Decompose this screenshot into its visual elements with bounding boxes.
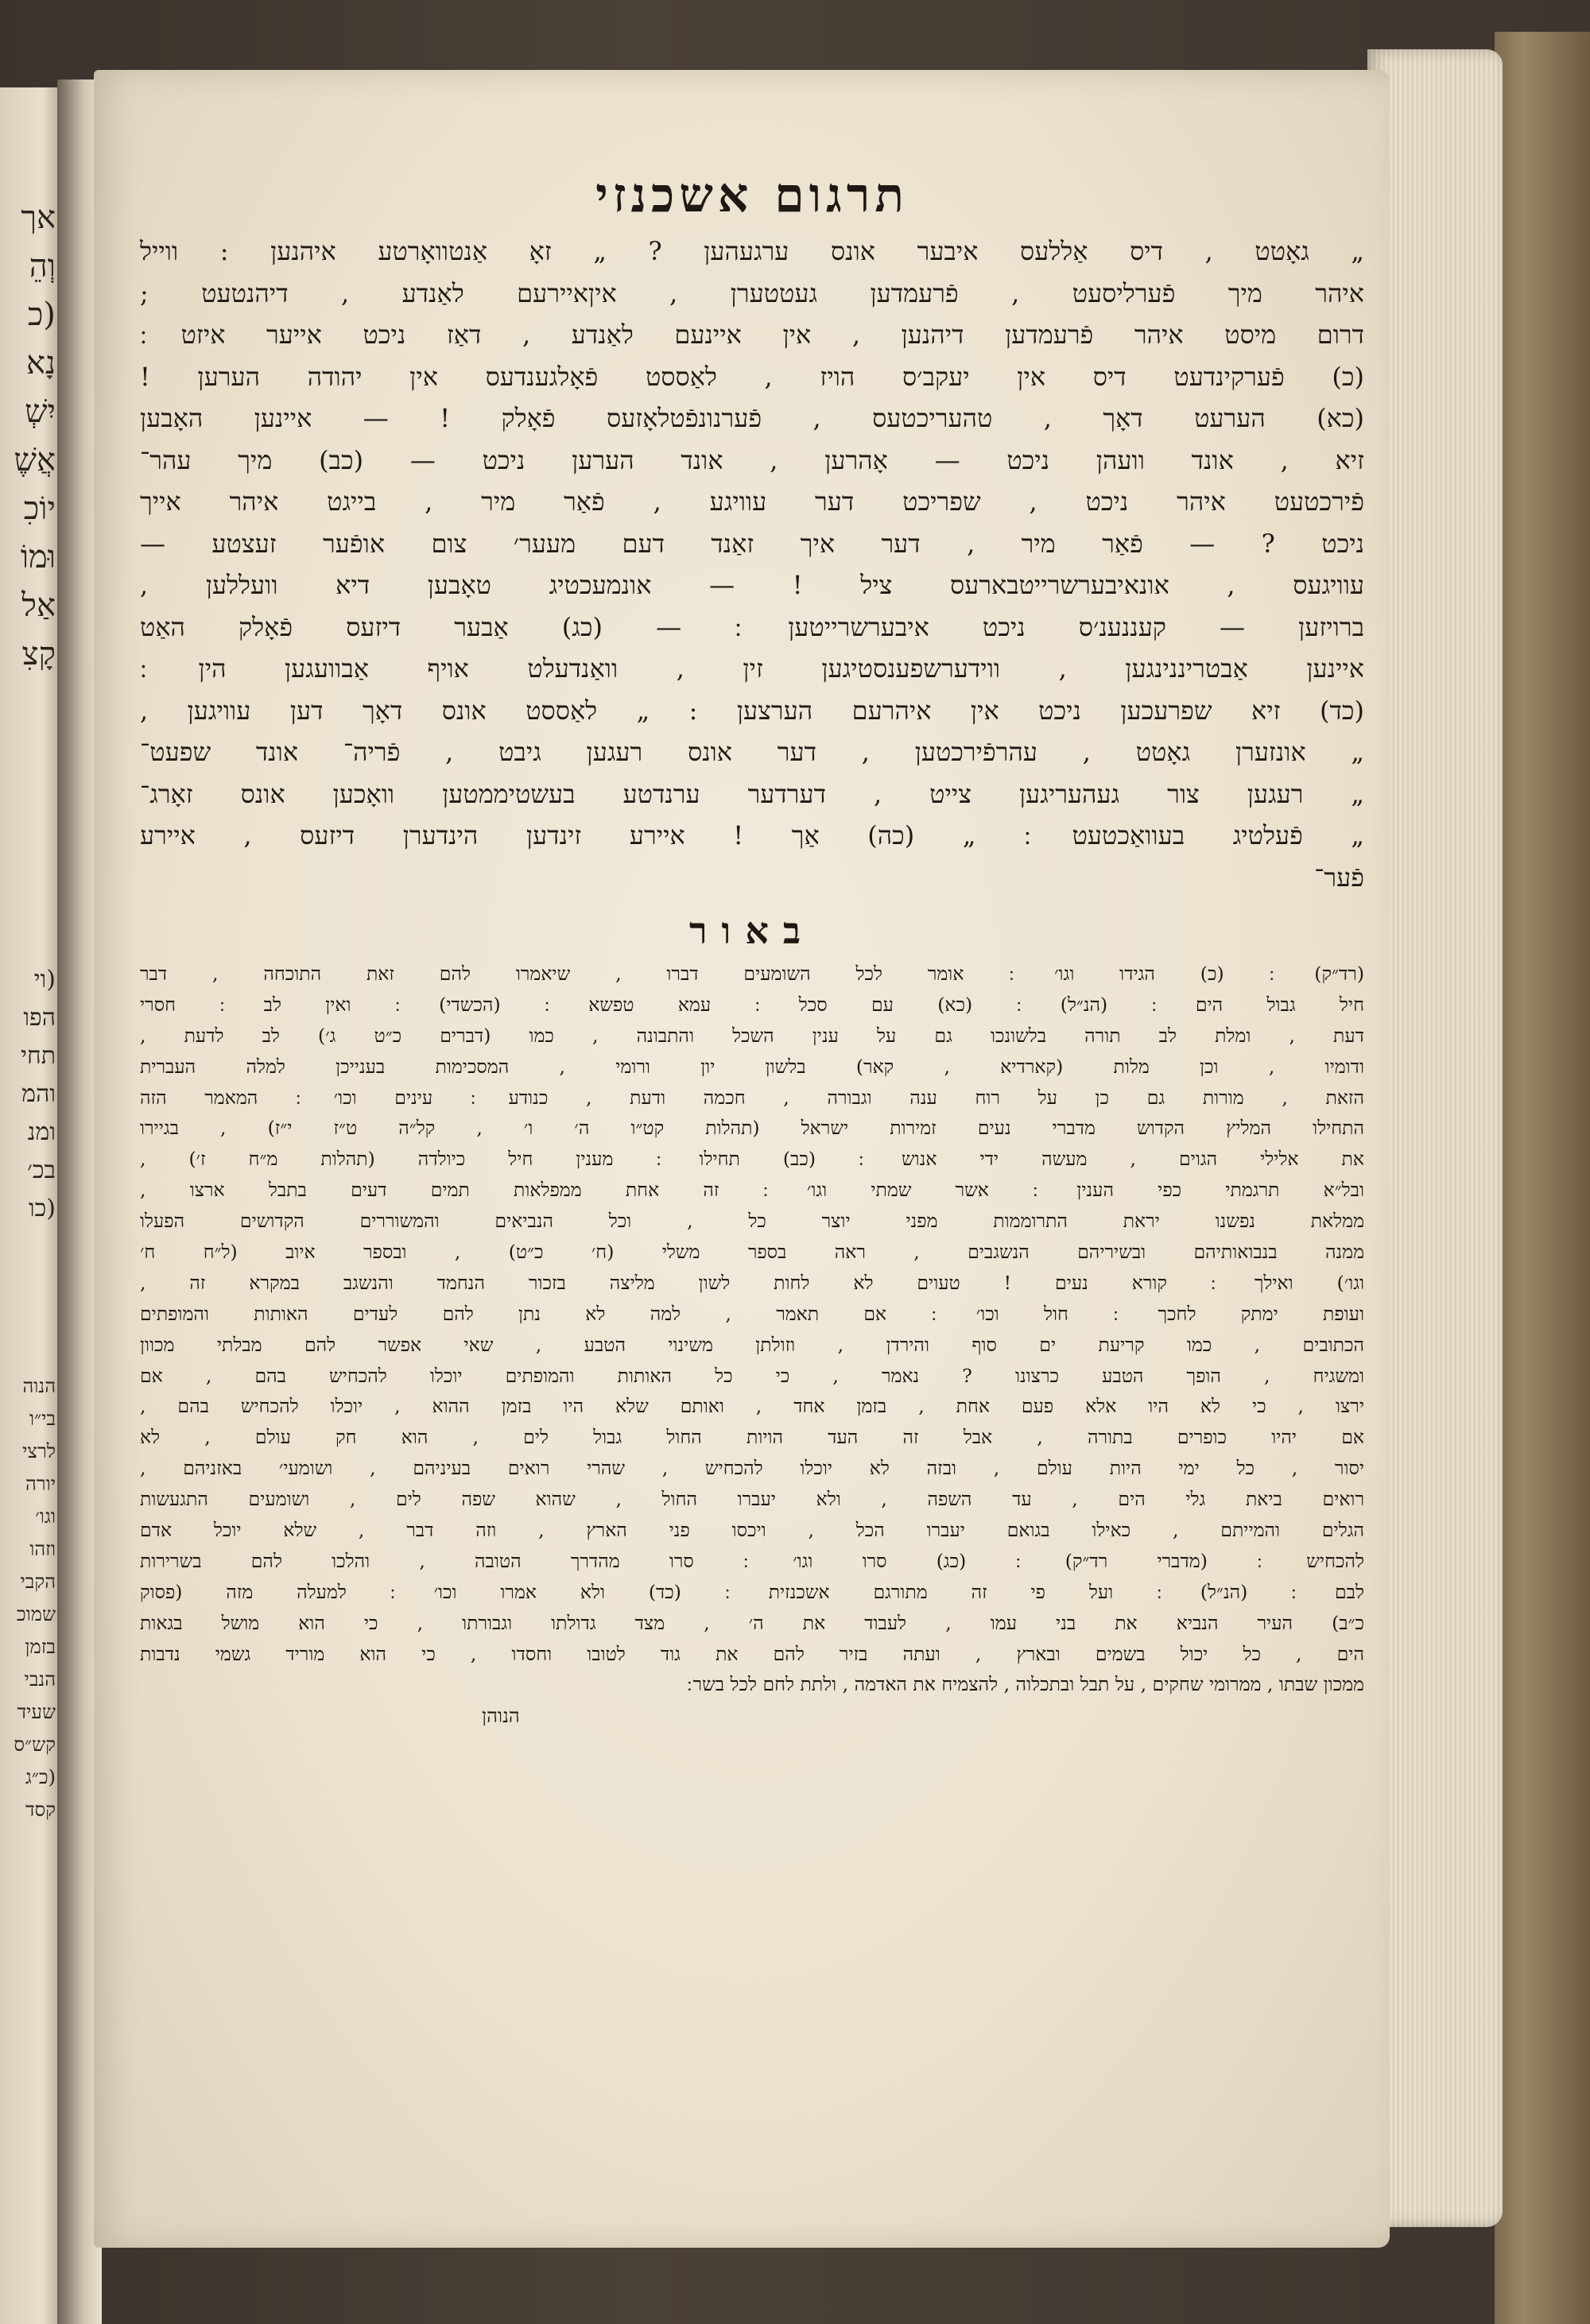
commentary-line: להכחיש ׃ (מדברי רד״ק) ׃ (כג) סרו וגו׳ ׃ סרו מהדרך הטובה , והלכו להם בשרירות bbox=[140, 1549, 1364, 1572]
commentary-line: וגו׳) ואילך ׃ קורא נעים ! טעוים לא לחות לשון מליצה בזכור הנחמד והנשגב במקרא זה , bbox=[140, 1271, 1364, 1294]
left-page-fragment: וּמוֹ bbox=[20, 539, 56, 575]
translation-line: איינען אַבטריננינגען , ווידערשפענסטיגען זין , וואַנדעלט אויף אַבוועגען הין ׃ bbox=[140, 653, 1364, 684]
commentary-line: ממכון שבתו , ממרומי שחקים , על תבל ובתכלוה , להצמיח את האדמה , ולתת לחם לכל בשר ׃ bbox=[687, 1673, 1364, 1696]
commentary-line: ועופת ימתק לחכך ׃ חול וכו׳ ׃ אם תאמר , למה לא נתן להם לעדים האותות והמופתים bbox=[140, 1302, 1364, 1325]
commentary-line: דעת , ומלת לב תורה בלשונכו גם על ענין השכל והתבונה , כמו (דברים כ״ט ג׳) לב לדעת , bbox=[140, 1024, 1364, 1047]
commentary-line: כ״ב) העיר הנביא את בני עמו , לעבוד את ה׳ , מצד גדולתו וגבורתו , כי הוא מושל בגאות bbox=[140, 1611, 1364, 1634]
translation-line: ברויזען — קעננענ׳ס ניכט איבערשרייטען ׃ — (כג) אַבער דיזעס פֿאָלק האַט bbox=[140, 611, 1364, 642]
commentary-line: ומשגיח , הופך הטבע כרצונו ? נאמר , כי כל האותות והמופתים יוכלו להכחיש בהם , אם bbox=[140, 1364, 1364, 1387]
left-page-fragment: וְהֵ bbox=[29, 248, 56, 285]
translation-line: פֿירכטעט איהר ניכט , שפריכט דער עוויגע , פֿאַר מיר , בייגט איהר אייך bbox=[140, 486, 1364, 517]
commentary-line: ובל״א תרגמתי כפי הענין ׃ אשר שמתי וגו׳ ׃ זה אחת ממפלאות תמים דעים בתבל ארצו , bbox=[140, 1179, 1364, 1202]
left-page-fragment: קָצִ bbox=[21, 636, 56, 672]
commentary-line: חיל גבול הים ׃ (הנ״ל) ׃ (כא) עם סכל ׃ עמא טפשא ׃ (הכשדי) ׃ ואין לב ׃ חסרי bbox=[140, 993, 1364, 1016]
book-cover-edge bbox=[1495, 32, 1590, 2324]
left-page-fragment: קסד bbox=[25, 1799, 56, 1821]
translation-line: דרום מיסט איהר פֿרעמדען דיהנען , אין איינעם לאַנדע , דאַז ניכט אייער איזט ׃ bbox=[140, 320, 1364, 350]
left-page-fragment: הקבי bbox=[20, 1571, 56, 1593]
commentary-line: ממלאת נפשנו יראת התרוממות מפני יוצר כל , וכל הנביאים והמשוררים הקדושים הפעלו bbox=[140, 1210, 1364, 1233]
left-page-fragment: והמ bbox=[21, 1080, 56, 1108]
translation-line: (כא) הערעט דאָך , טהעריכטעס , פֿערנונפֿטלאָזעס פֿאָלק ! — איינען האָבען bbox=[140, 403, 1364, 433]
left-page-fragment: וגו׳ bbox=[35, 1505, 56, 1528]
left-page-fragment: יִשְׁ bbox=[25, 393, 56, 430]
left-page-fragment: הנבי bbox=[24, 1668, 56, 1691]
translation-line: (כד) זיא שפרעכען ניכט אין איהרעם הערצען : „ לאַססט אונס דאָך דען עוויגען , bbox=[140, 695, 1364, 726]
commentary-line: ממנה בנבואותיהם ובשיריהם הנשגבים , ראה בספר משלי (ח׳ כ״ט) , ובספר איוב (ל״ח ח׳ bbox=[140, 1241, 1364, 1264]
left-page-fragment: הנוה bbox=[22, 1375, 56, 1397]
commentary-line: ודומיו , וכן מלות (קארדיא , קאר) בלשון יון ורומי , המסכימות בענייכן למלה העברית bbox=[140, 1055, 1364, 1078]
translation-text bbox=[140, 230, 1364, 898]
commentary-line: לבם ׃ (הנ״ל) ׃ ועל פי זה מתורגם אשכנזית ׃ (כד) ולא אמרו וכו׳ ׃ למעלה מזה (פסוק bbox=[140, 1580, 1364, 1603]
left-page-fragment: קש״ס bbox=[14, 1733, 56, 1756]
commentary-line: הכתובים , כמו קריעת ים סוף והירדן , וזולתן משינוי הטבע , שאי אפשר להם מבלתי מכוון bbox=[140, 1333, 1364, 1356]
left-page-fragment: בכ׳ bbox=[26, 1156, 56, 1184]
left-page-fragment: נָא bbox=[25, 345, 56, 382]
right-page bbox=[94, 70, 1390, 2248]
left-page-fragment: לרצי bbox=[22, 1440, 56, 1462]
left-page-fragment: וזהו bbox=[29, 1538, 56, 1560]
page-text-block bbox=[140, 165, 1364, 1732]
left-page-fragment: שמוכ bbox=[16, 1603, 56, 1625]
translation-line: (כ) פֿערקינדעט דיס אין יעקב׳ס הויז , לאַססט פֿאָלגענדעס אין יהודה הערען ! bbox=[140, 361, 1364, 392]
commentary-line: הגלים והמייתם , כאילו בגואם יעברו הכל , ויכסו פני הארץ , וזה דבר , שלא יוכל אדם bbox=[140, 1519, 1364, 1542]
translation-line: „ אונזערן גאָטט , עהרפֿירכטען , דער אונס רעגען גיבט , פֿריה־ אונד שפעט־ bbox=[140, 737, 1364, 767]
left-page-fragment: (וי bbox=[33, 966, 56, 994]
left-page-fragment: אך bbox=[21, 199, 56, 236]
translation-line: איהר מיך פֿערליסעט , פֿרעמדען געטטערן , איןאיירעם לאַנדע , דיהנטעט ; bbox=[140, 277, 1364, 308]
translation-line: „ גאָטט , דיס אַללעס איבער אונס ערגעהען ? „ זאָ אַנטוואָרטע איהנען : ווייל bbox=[140, 236, 1364, 266]
translation-line: זיא , אונד וועהן ניכט — אָהרען , אונד הערען ניכט — (כב) מיך עהר־ bbox=[140, 444, 1364, 475]
commentary-line: התחילו המליץ הקדוש מדברי נעים זמירות ישראל (תהלות קט״ו ה׳ ו׳ , קל״ה ט״ז י״ז) , בגיירו bbox=[140, 1117, 1364, 1140]
left-facing-page bbox=[0, 87, 60, 2324]
commentary-line: את אלילי הגוים , מעשה ידי אנוש ׃ (כב) תחילו ׃ מענין חיל כיולדה (תהלות מ״ח ז׳) , bbox=[140, 1148, 1364, 1171]
translation-line: פֿער־ bbox=[1314, 862, 1364, 893]
left-page-fragment: ומנ bbox=[27, 1118, 56, 1146]
commentary-line: (רד״ק) ׃ (כ) הגידו וגו׳ ׃ אומר לכל השומעים דברו , שיאמרו להם זאת התוכחה , דבר bbox=[140, 963, 1364, 985]
commentary-line: הזאת , מורות גם כן על רוח ענה וגבורה , חכמה ודעת , כנודע ׃ עינים וכו׳ ׃ המאמר הזה bbox=[140, 1086, 1364, 1109]
left-page-fragment: בזמן bbox=[25, 1636, 56, 1658]
commentary-line: יסור , כל ימי היות עולם , ובזה לא יוכלו להכחיש , שהרי רואים בעיניהם , ושומעי׳ באזניהם , bbox=[140, 1457, 1364, 1480]
left-page-fragment: תחי bbox=[21, 1042, 56, 1070]
left-page-fragment: הפו bbox=[23, 1004, 56, 1032]
catchword: הנוהן bbox=[482, 1705, 520, 1728]
translation-line: „ רעגען צור געהעריגען צייט , דערדער ערנדטע בעשטיממטען וואָכען אונס זאָרג־ bbox=[140, 778, 1364, 809]
left-page-fragment: אֲשֶׁ bbox=[14, 442, 56, 478]
commentary-line: הים , כל יכול בשמים ובארץ , ועתה בזיר להם את גוד לטובו וחסדו , כי הוא מוריד גשמי נדבות bbox=[140, 1642, 1364, 1665]
left-page-fragment: יוֹכִ bbox=[23, 490, 56, 527]
translation-line: עוויגעס , אונאיבערשרייטבארעס ציל ! — אונמעכטיג טאָבען דיא וועללען , bbox=[140, 570, 1364, 600]
translation-line: „ פֿעלטיג בעוואַכטעט ׃ „ (כה) אַך ! איירע זינדען הינדערן דיזעס , איירע bbox=[140, 820, 1364, 850]
left-page-fragment: אַל bbox=[21, 587, 56, 624]
translation-line: ניכט ? — פֿאַר מיר , דער איך זאַנד דעם מעער׳ צום אופֿער זעצטע — bbox=[140, 528, 1364, 559]
left-page-fragment: (כ״ג bbox=[25, 1766, 56, 1788]
left-page-fragment: (כו bbox=[28, 1195, 56, 1222]
commentary-line: רואים ביאת גלי הים , עד השפה , ולא יעברו החול , שהוא שפה לים , ושומעים התגעשות bbox=[140, 1488, 1364, 1511]
left-page-fragment: (כ bbox=[27, 296, 56, 333]
left-page-fragment: יורה bbox=[25, 1473, 56, 1495]
commentary-heading: באור bbox=[688, 909, 816, 952]
commentary-line: ירצו , כי לא היו אלא פעם אחת , בזמן אחד , ואותם שלא היו בזמן ההוא , יוכלו להכחיש בהם , bbox=[140, 1395, 1364, 1418]
left-page-fragment: בי״ו bbox=[29, 1408, 56, 1430]
commentary-text bbox=[140, 959, 1364, 1700]
translation-heading: תרגום אשכנזי bbox=[595, 168, 909, 223]
commentary-line: אם יהיו כופרים בתורה , אבל זה העד הויות החול גבול לים , הוא חק עולם , לא bbox=[140, 1426, 1364, 1449]
left-page-fragment: שעיד bbox=[17, 1701, 56, 1723]
